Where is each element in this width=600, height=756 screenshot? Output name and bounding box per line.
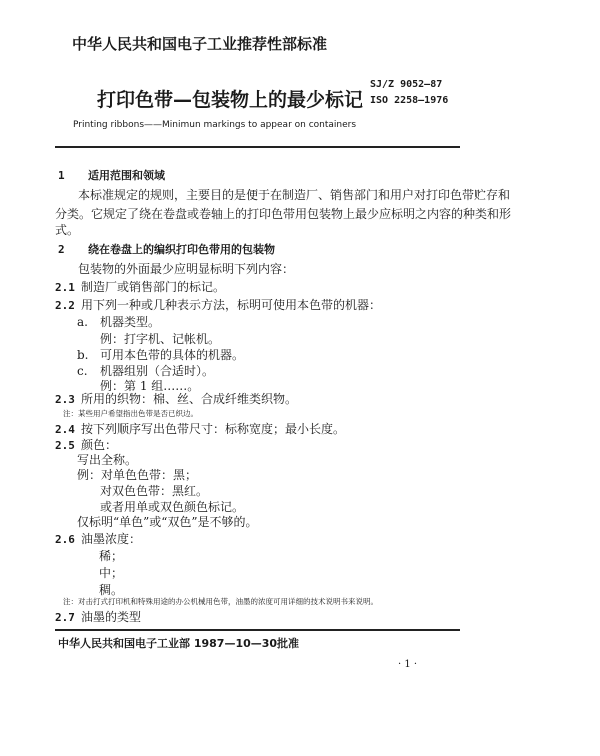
clause-text: 油墨浓度：: [81, 532, 142, 546]
item-a: [77, 316, 160, 328]
item-text: 机器类型。: [100, 315, 161, 329]
clause-2-3: [55, 393, 297, 405]
section-number: 1: [58, 169, 65, 182]
item-text: 可用本色带的具体的机器。: [100, 348, 245, 362]
section-title: 适用范围和领域: [88, 169, 165, 182]
page-number: · 1 ·: [398, 659, 418, 670]
item-c: [77, 365, 214, 377]
clause-text: 油墨的类型: [81, 610, 142, 624]
clause-number: 2.7: [55, 611, 75, 624]
paragraph: 分类。它规定了绕在卷盘或卷轴上的打印色带用包装物上最少应标明之内容的种类和形: [55, 207, 512, 221]
clause-2-1: [55, 281, 225, 293]
item-label: b.: [77, 348, 89, 362]
example: 或者用单或双色颜色标记。: [100, 500, 245, 514]
item-text: 机器组别（合适时）。: [100, 364, 215, 378]
example: 对双色色带：黑红。: [100, 484, 209, 498]
section-number: 2: [58, 243, 65, 256]
section-1-heading: [58, 170, 165, 181]
item-label: c.: [77, 364, 88, 378]
section-title: 绕在卷盘上的编织打印色带用的包装物: [88, 243, 275, 256]
header-divider: [55, 146, 460, 148]
clause-2-4: [55, 423, 345, 435]
clause-number: 2.1: [55, 281, 75, 294]
approval-line: 中华人民共和国电子工业部 1987—10—30批准: [58, 637, 300, 650]
paragraph: 本标准规定的规则，主要目的是便于在制造厂、销售部门和用户对打印色带贮存和: [78, 188, 511, 202]
list-item: 中；: [99, 566, 124, 580]
note: 注：对击打式打印机和特殊用途的办公机械用色带，油墨的浓度可用详细的技术说明书来说明。: [63, 597, 378, 606]
item-b: [77, 349, 244, 361]
clause-number: 2.4: [55, 423, 75, 436]
clause-text: 所用的织物：棉、丝、合成纤维类织物。: [81, 392, 298, 406]
iso-number: ISO 2258—1976: [370, 95, 449, 106]
example: 例：打字机、记帐机。: [100, 332, 221, 346]
item-label: a.: [77, 315, 88, 329]
clause-text: 颜色：: [81, 438, 118, 452]
clause-2-6: [55, 533, 141, 545]
clause-number: 2.2: [55, 299, 75, 312]
clause-text: 制造厂或销售部门的标记。: [81, 280, 226, 294]
list-item: 稀；: [99, 549, 124, 563]
paragraph: 式。: [55, 223, 80, 237]
section-2-heading: [58, 244, 275, 255]
issuing-standard-header: 中华人民共和国电子工业推荐性部标准: [72, 35, 328, 53]
clause-number: 2.6: [55, 533, 75, 546]
example: 例：对单色色带：黑；: [77, 468, 198, 482]
clause-2-5: [55, 439, 117, 451]
paragraph: 仅标明“单色”或“双色”是不够的。: [77, 515, 258, 529]
paragraph: 写出全称。: [77, 453, 138, 467]
clause-2-7: [55, 611, 141, 623]
clause-text: 按下列顺序写出色带尺寸：标称宽度；最小长度。: [81, 422, 346, 436]
paragraph: 包装物的外面最少应明显标明下列内容：: [78, 262, 295, 276]
document-title: 打印色带—包装物上的最少标记: [97, 89, 364, 111]
clause-number: 2.3: [55, 393, 75, 406]
list-item: 稠。: [99, 583, 124, 597]
standard-number: SJ/Z 9052—87: [370, 79, 443, 90]
english-title: Printing ribbons——Minimun markings to appear on containers: [73, 120, 357, 130]
note: 注：某些用户希望指出色带是否已织边。: [63, 409, 198, 418]
clause-number: 2.5: [55, 439, 75, 452]
example: 例：第 1 组……。: [100, 379, 200, 393]
clause-text: 用下列一种或几种表示方法，标明可使用本色带的机器：: [81, 298, 382, 312]
clause-2-2: [55, 299, 381, 311]
footer-divider: [55, 629, 460, 631]
